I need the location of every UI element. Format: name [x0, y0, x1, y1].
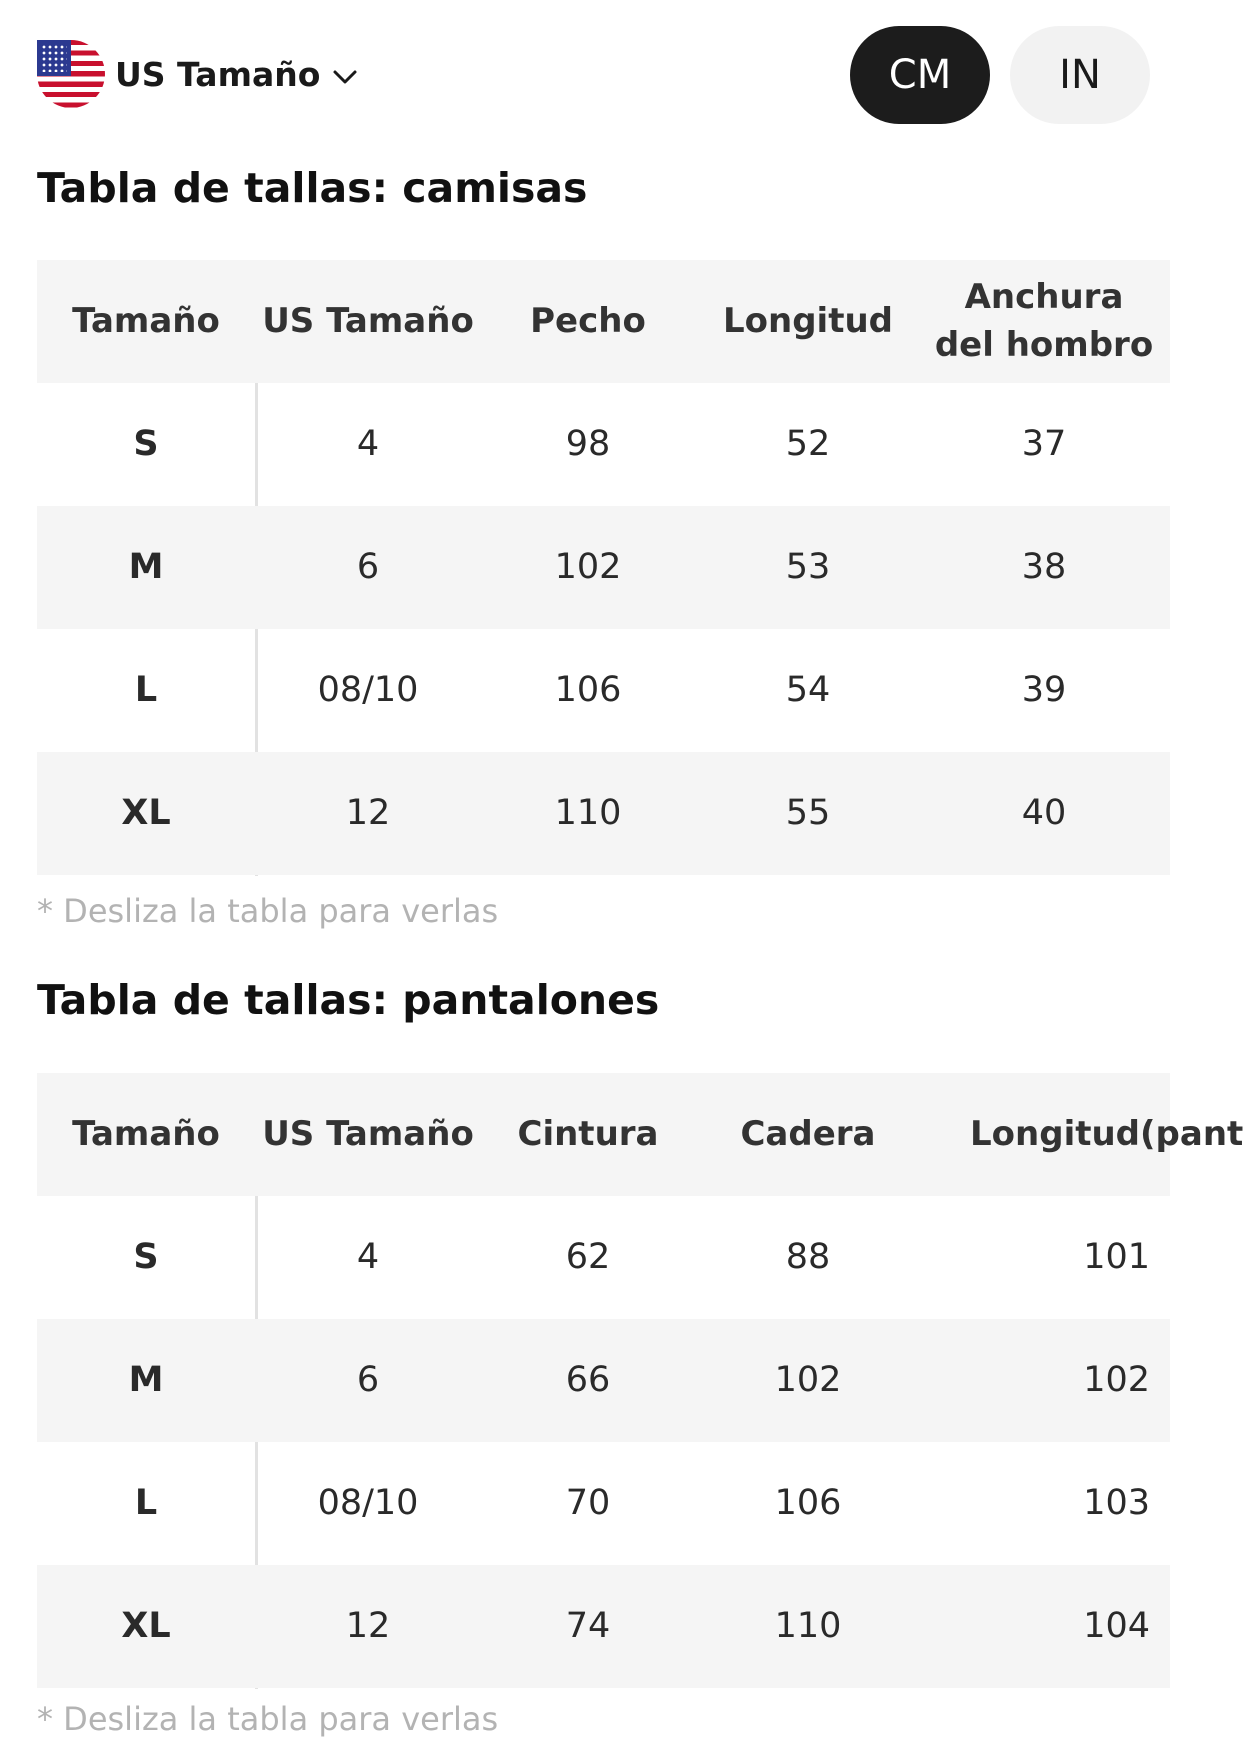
table-header-row — [37, 1073, 1243, 1196]
table-cell: 106 — [774, 1483, 842, 1523]
unit-in-button[interactable]: IN — [1010, 26, 1150, 124]
table-header-row — [37, 260, 1170, 383]
table-cell: 52 — [785, 424, 831, 464]
scroll-hint-note: * Desliza la tabla para verlas — [37, 1700, 499, 1738]
shirts-table-title: Tabla de tallas: camisas — [37, 164, 588, 212]
chevron-down-icon — [332, 68, 358, 86]
table-cell: 53 — [785, 547, 831, 587]
header-cell: Anchura del hombro — [934, 276, 1154, 365]
table-cell: 4 — [356, 1237, 380, 1277]
table-cell: L — [134, 670, 158, 710]
header-cell: US Tamaño — [262, 1113, 474, 1154]
header-cell: Longitud(pant — [970, 1113, 1243, 1154]
region-size-selector[interactable] — [37, 38, 358, 110]
shirts-size-table[interactable] — [37, 260, 1170, 876]
table-cell: 40 — [1021, 793, 1067, 833]
pants-table-title: Tabla de tallas: pantalones — [37, 976, 660, 1024]
table-row — [37, 1565, 1170, 1688]
table-cell: 12 — [345, 793, 391, 833]
table-row — [37, 1196, 1170, 1319]
table-cell: 62 — [565, 1237, 611, 1277]
table-cell: 39 — [1021, 670, 1067, 710]
table-cell: 6 — [356, 547, 380, 587]
table-cell: 38 — [1021, 547, 1067, 587]
table-cell: 74 — [565, 1606, 611, 1646]
table-cell: 102 — [1083, 1360, 1150, 1400]
table-cell: 08/10 — [317, 670, 419, 710]
table-cell: 55 — [785, 793, 831, 833]
table-cell: 110 — [774, 1606, 842, 1646]
table-row — [37, 383, 1170, 506]
top-bar — [37, 26, 1150, 124]
table-row — [37, 629, 1170, 752]
table-cell: 102 — [554, 547, 622, 587]
table-row — [37, 506, 1170, 629]
header-cell: Cintura — [517, 1113, 659, 1154]
us-flag-icon — [37, 40, 105, 108]
header-cell: Pecho — [530, 300, 646, 341]
table-cell: S — [133, 1237, 159, 1277]
table-cell: 104 — [1083, 1606, 1150, 1646]
table-cell: XL — [121, 1606, 171, 1646]
table-cell: 08/10 — [317, 1483, 419, 1523]
table-cell: 54 — [785, 670, 831, 710]
table-row — [37, 1319, 1170, 1442]
table-cell: M — [128, 547, 164, 587]
table-row — [37, 1442, 1170, 1565]
table-cell: 101 — [1083, 1237, 1150, 1277]
header-cell: Tamaño — [72, 1113, 220, 1154]
header-cell: US Tamaño — [262, 300, 474, 341]
region-size-label: US Tamaño — [115, 54, 321, 94]
table-cell: 103 — [1083, 1483, 1150, 1523]
table-cell: 4 — [356, 424, 380, 464]
table-cell: XL — [121, 793, 171, 833]
header-cell: Tamaño — [72, 300, 220, 341]
table-cell: 12 — [345, 1606, 391, 1646]
scroll-hint-note: * Desliza la tabla para verlas — [37, 892, 499, 930]
table-row — [37, 752, 1170, 875]
header-cell: Longitud — [722, 300, 894, 341]
table-cell: 102 — [774, 1360, 842, 1400]
table-cell: L — [134, 1483, 158, 1523]
pants-size-table[interactable] — [37, 1073, 1243, 1689]
table-cell: 106 — [554, 670, 622, 710]
header-cell: Cadera — [740, 1113, 876, 1154]
table-cell: 66 — [565, 1360, 611, 1400]
table-cell: 88 — [785, 1237, 831, 1277]
table-cell: 70 — [565, 1483, 611, 1523]
unit-cm-button[interactable]: CM — [850, 26, 990, 124]
table-cell: S — [133, 424, 159, 464]
table-cell: 110 — [554, 793, 622, 833]
table-cell: 98 — [565, 424, 611, 464]
table-cell: 37 — [1021, 424, 1067, 464]
table-cell: M — [128, 1360, 164, 1400]
table-cell: 6 — [356, 1360, 380, 1400]
